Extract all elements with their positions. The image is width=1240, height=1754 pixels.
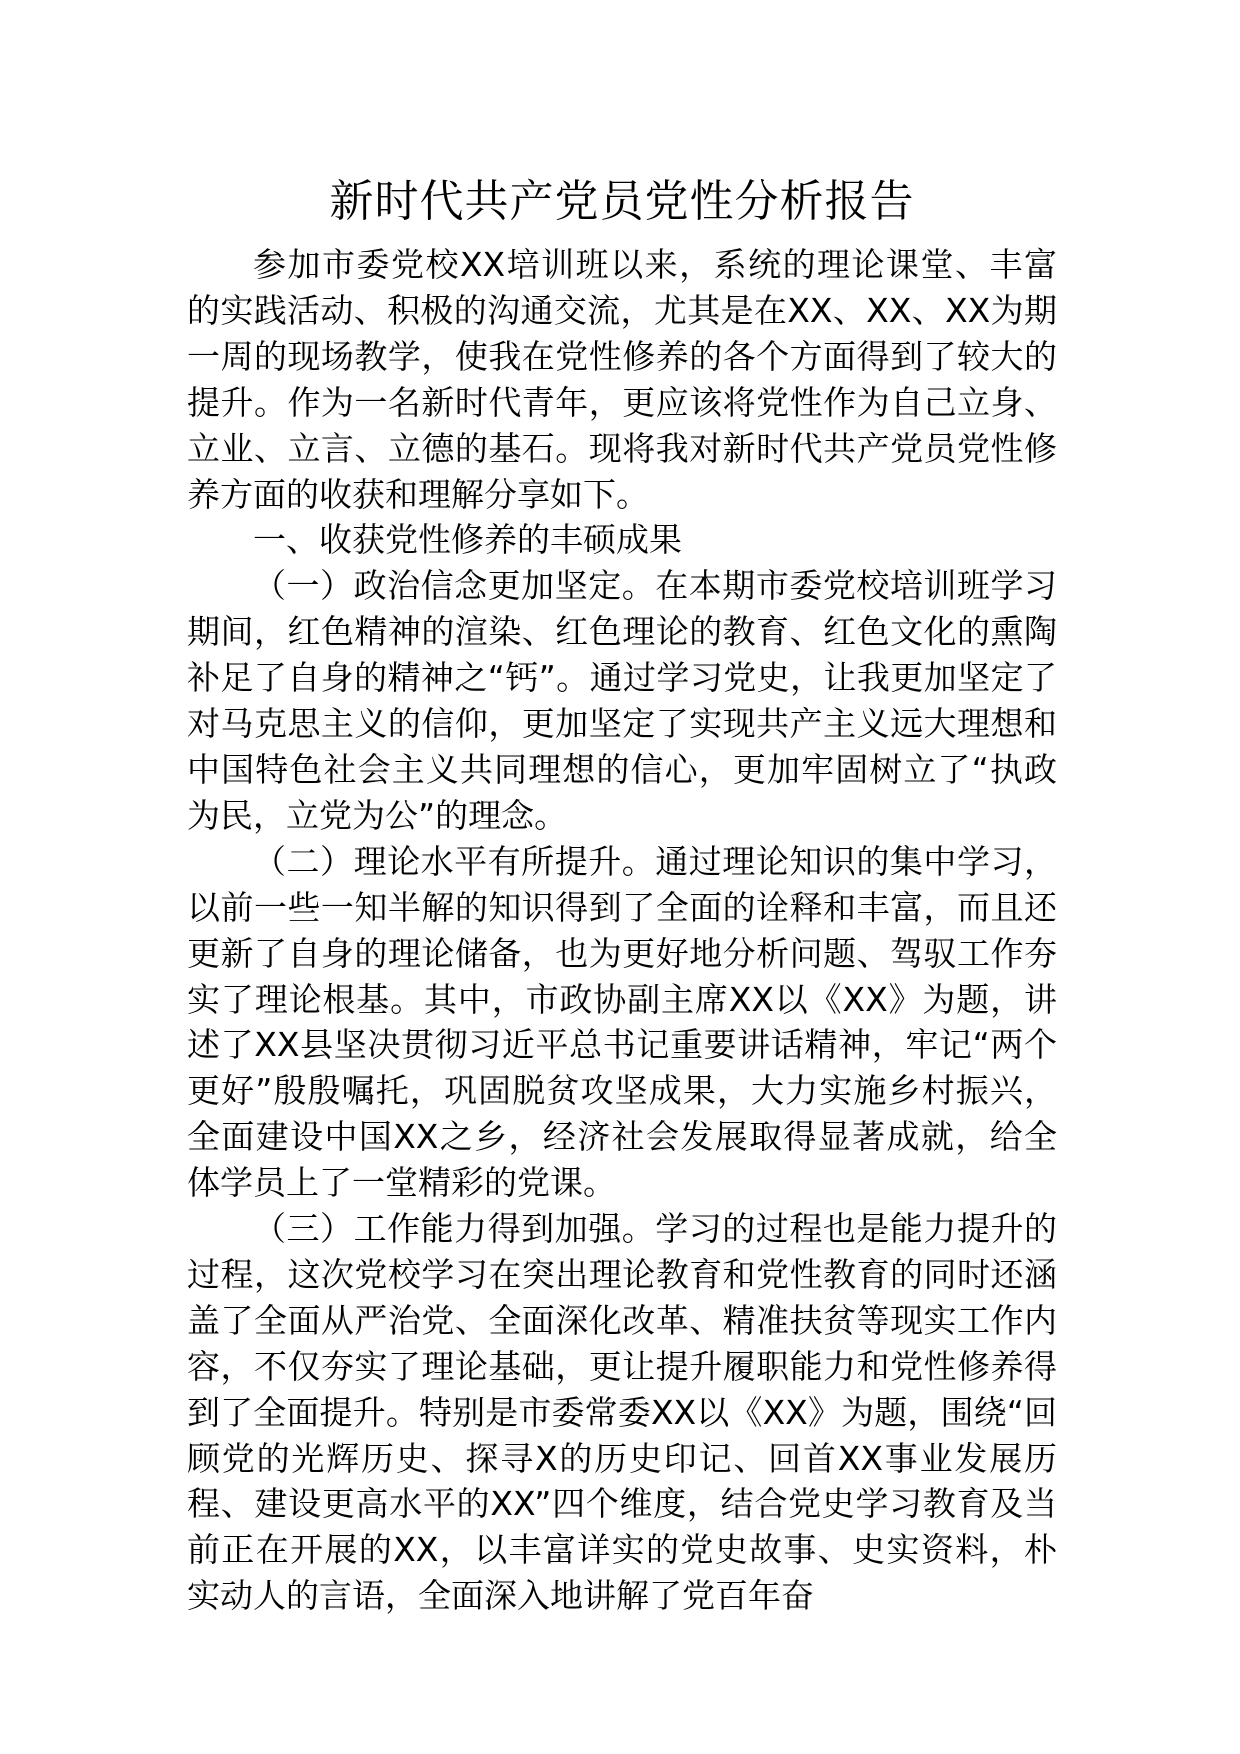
subsection-paragraph-2: （二）理论水平有所提升。通过理论知识的集中学习，以前一些一知半解的知识得到了全面的诠释和丰富，而且还更新了自身的理论储备，也为更好地分析问题、驾驭工作夯实了理论根基。其中，市政协副主席XX以《XX》为题，讲述了XX县坚决贯彻习近平总书记重要讲话精神，牢记“两个更好”殷殷嘱托，巩固脱贫攻坚成果，大力实施乡村振兴，全面建设中国XX之乡，经济社会发展取得显著成就，给全体学员上了一堂精彩的党课。 [187,841,1057,1203]
document-page [187,176,1057,1619]
document-title: 新时代共产党员党性分析报告 [329,176,915,227]
subsection-paragraph-1: （一）政治信念更加坚定。在本期市委党校培训班学习期间，红色精神的渲染、红色理论的教育、红色文化的熏陶补足了自身的精神之“钙”。通过学习党史，让我更加坚定了对马克思主义的信仰，更加坚定了实现共产主义远大理想和中国特色社会主义共同理想的信心，更加牢固树立了“执政为民，立党为公”的理念。 [187,566,1057,835]
intro-paragraph: 参加市委党校XX培训班以来，系统的理论课堂、丰富的实践活动、积极的沟通交流，尤其是在XX、XX、XX为期一周的现场教学，使我在党性修养的各个方面得到了较大的提升。作为一名新时代青年，更应该将党性作为自己立身、立业、立言、立德的基石。现将我对新时代共产党员党性修养方面的收获和理解分享如下。 [187,245,1057,514]
section-heading-1: 一、收获党性修养的丰硕成果 [253,520,682,560]
subsection-paragraph-3: （三）工作能力得到加强。学习的过程也是能力提升的过程，这次党校学习在突出理论教育和党性教育的同时还涵盖了全面从严治党、全面深化改革、精准扶贫等现实工作内容，不仅夯实了理论基础，更让提升履职能力和党性修养得到了全面提升。特别是市委常委XX以《XX》为题，围绕“回顾党的光辉历史、探寻X的历史印记、回首XX事业发展历程、建设更高水平的XX”四个维度，结合党史学习教育及当前正在开展的XX，以丰富详实的党史故事、史实资料，朴实动人的言语，全面深入地讲解了党百年奋 [187,1209,1057,1616]
